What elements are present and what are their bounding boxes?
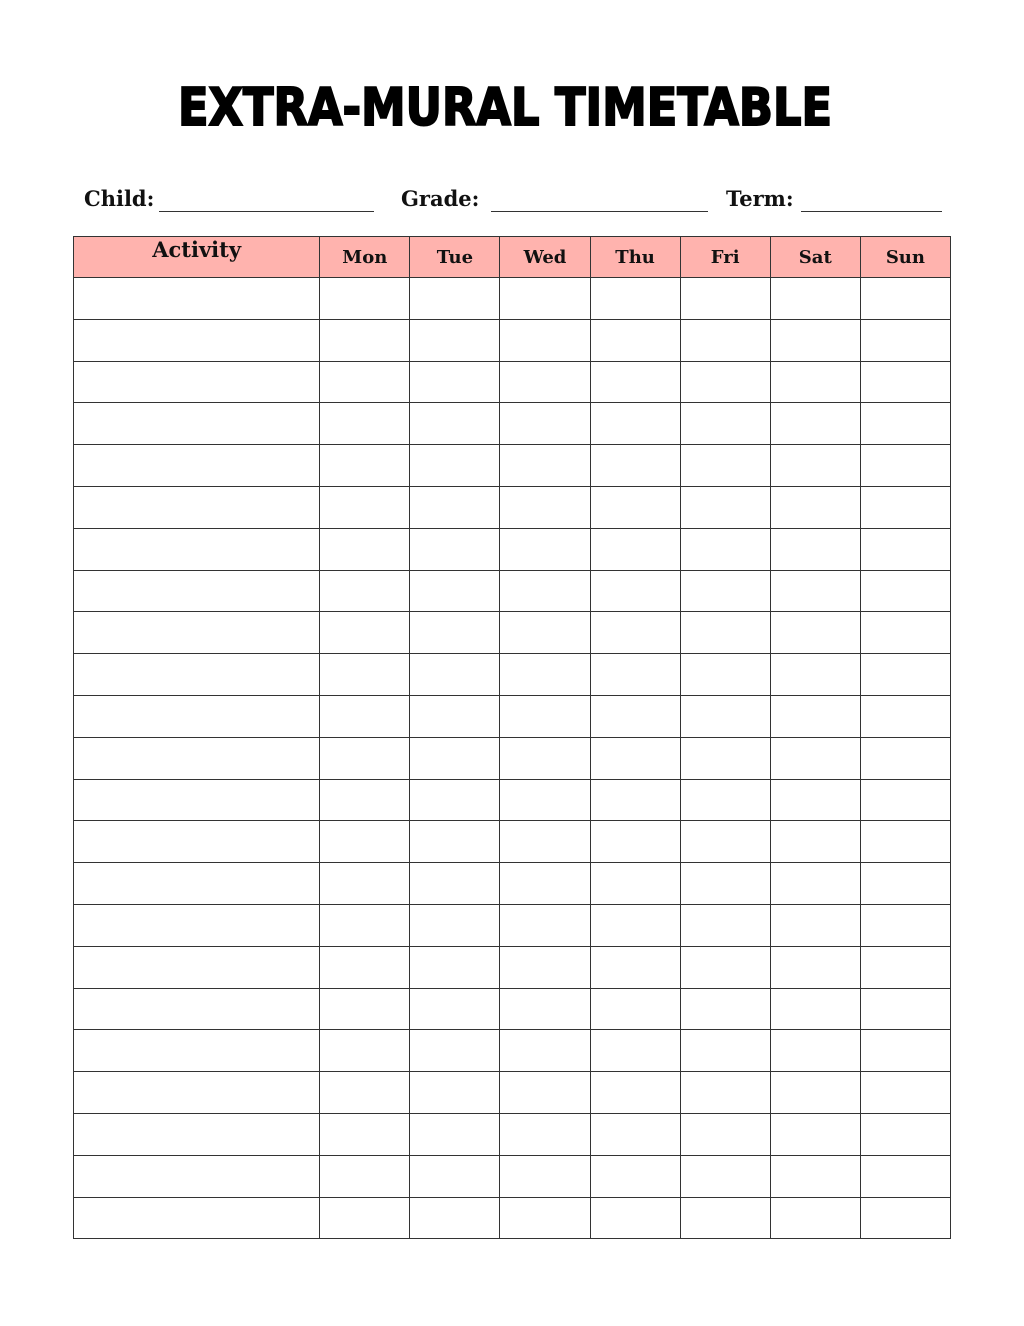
day-cell-tue[interactable] (410, 361, 500, 403)
day-cell-sun[interactable] (860, 486, 950, 528)
day-cell-tue[interactable] (410, 737, 500, 779)
table-row (74, 654, 951, 696)
day-cell-sat[interactable] (770, 863, 860, 905)
day-cell-sat[interactable] (770, 904, 860, 946)
grade-field[interactable] (491, 211, 708, 212)
day-cell-mon[interactable] (320, 737, 410, 779)
day-cell-fri[interactable] (680, 1155, 770, 1197)
activity-cell[interactable] (74, 1030, 320, 1072)
table-row (74, 988, 951, 1030)
day-cell-thu[interactable] (590, 821, 680, 863)
day-cell-wed[interactable] (500, 486, 590, 528)
day-cell-mon[interactable] (320, 570, 410, 612)
day-cell-fri[interactable] (680, 737, 770, 779)
day-cell-sun[interactable] (860, 361, 950, 403)
day-cell-tue[interactable] (410, 1072, 500, 1114)
day-cell-tue[interactable] (410, 1197, 500, 1239)
table-row (74, 1155, 951, 1197)
day-cell-thu[interactable] (590, 319, 680, 361)
table-row (74, 403, 951, 445)
day-cell-thu[interactable] (590, 528, 680, 570)
day-cell-sun[interactable] (860, 445, 950, 487)
day-cell-fri[interactable] (680, 319, 770, 361)
day-cell-fri[interactable] (680, 988, 770, 1030)
activity-cell[interactable] (74, 1113, 320, 1155)
header-fri: Fri (680, 237, 770, 278)
day-cell-wed[interactable] (500, 1072, 590, 1114)
table-row (74, 1030, 951, 1072)
day-cell-wed[interactable] (500, 1197, 590, 1239)
table-row (74, 737, 951, 779)
day-cell-wed[interactable] (500, 361, 590, 403)
term-label: Term: (726, 186, 794, 211)
day-cell-thu[interactable] (590, 1197, 680, 1239)
table-row (74, 695, 951, 737)
day-cell-sat[interactable] (770, 612, 860, 654)
day-cell-fri[interactable] (680, 821, 770, 863)
day-cell-wed[interactable] (500, 695, 590, 737)
day-cell-sat[interactable] (770, 654, 860, 696)
header-wed: Wed (500, 237, 590, 278)
day-cell-fri[interactable] (680, 445, 770, 487)
day-cell-thu[interactable] (590, 988, 680, 1030)
day-cell-sat[interactable] (770, 486, 860, 528)
day-cell-wed[interactable] (500, 821, 590, 863)
day-cell-wed[interactable] (500, 988, 590, 1030)
day-cell-mon[interactable] (320, 361, 410, 403)
day-cell-mon[interactable] (320, 946, 410, 988)
table-row (74, 445, 951, 487)
day-cell-tue[interactable] (410, 445, 500, 487)
table-row (74, 1072, 951, 1114)
table-row (74, 1113, 951, 1155)
day-cell-sun[interactable] (860, 1113, 950, 1155)
table-row (74, 863, 951, 905)
child-field[interactable] (159, 211, 374, 212)
day-cell-tue[interactable] (410, 779, 500, 821)
day-cell-tue[interactable] (410, 946, 500, 988)
timetable-body (74, 278, 951, 1239)
day-cell-sun[interactable] (860, 863, 950, 905)
day-cell-thu[interactable] (590, 779, 680, 821)
day-cell-fri[interactable] (680, 612, 770, 654)
day-cell-fri[interactable] (680, 528, 770, 570)
day-cell-fri[interactable] (680, 695, 770, 737)
activity-cell[interactable] (74, 1197, 320, 1239)
day-cell-thu[interactable] (590, 1113, 680, 1155)
day-cell-mon[interactable] (320, 1155, 410, 1197)
day-cell-wed[interactable] (500, 319, 590, 361)
day-cell-wed[interactable] (500, 403, 590, 445)
day-cell-sun[interactable] (860, 319, 950, 361)
day-cell-sat[interactable] (770, 695, 860, 737)
day-cell-mon[interactable] (320, 863, 410, 905)
day-cell-mon[interactable] (320, 1197, 410, 1239)
day-cell-tue[interactable] (410, 988, 500, 1030)
activity-cell[interactable] (74, 1155, 320, 1197)
day-cell-wed[interactable] (500, 779, 590, 821)
day-cell-tue[interactable] (410, 695, 500, 737)
day-cell-sun[interactable] (860, 654, 950, 696)
day-cell-fri[interactable] (680, 278, 770, 320)
day-cell-fri[interactable] (680, 946, 770, 988)
timetable-grid (73, 236, 951, 1239)
table-row (74, 821, 951, 863)
activity-cell[interactable] (74, 821, 320, 863)
day-cell-sat[interactable] (770, 319, 860, 361)
activity-cell[interactable] (74, 1072, 320, 1114)
day-cell-fri[interactable] (680, 570, 770, 612)
day-cell-sat[interactable] (770, 445, 860, 487)
day-cell-thu[interactable] (590, 946, 680, 988)
activity-cell[interactable] (74, 904, 320, 946)
day-cell-sat[interactable] (770, 570, 860, 612)
activity-cell[interactable] (74, 654, 320, 696)
table-row (74, 486, 951, 528)
day-cell-sat[interactable] (770, 988, 860, 1030)
day-cell-sat[interactable] (770, 1155, 860, 1197)
header-sat: Sat (770, 237, 860, 278)
activity-cell[interactable] (74, 737, 320, 779)
activity-cell[interactable] (74, 278, 320, 320)
day-cell-sun[interactable] (860, 988, 950, 1030)
day-cell-wed[interactable] (500, 904, 590, 946)
day-cell-thu[interactable] (590, 612, 680, 654)
day-cell-tue[interactable] (410, 1113, 500, 1155)
day-cell-tue[interactable] (410, 821, 500, 863)
header-sun: Sun (860, 237, 950, 278)
day-cell-fri[interactable] (680, 1072, 770, 1114)
day-cell-sat[interactable] (770, 779, 860, 821)
day-cell-sun[interactable] (860, 779, 950, 821)
day-cell-fri[interactable] (680, 1030, 770, 1072)
day-cell-fri[interactable] (680, 486, 770, 528)
day-cell-sun[interactable] (860, 278, 950, 320)
day-cell-wed[interactable] (500, 528, 590, 570)
day-cell-thu[interactable] (590, 486, 680, 528)
activity-cell[interactable] (74, 612, 320, 654)
header-activity: Activity (74, 237, 320, 278)
table-row (74, 779, 951, 821)
day-cell-wed[interactable] (500, 570, 590, 612)
table-row (74, 904, 951, 946)
day-cell-mon[interactable] (320, 403, 410, 445)
day-cell-tue[interactable] (410, 863, 500, 905)
day-cell-mon[interactable] (320, 278, 410, 320)
day-cell-tue[interactable] (410, 278, 500, 320)
day-cell-sun[interactable] (860, 528, 950, 570)
table-row (74, 612, 951, 654)
day-cell-mon[interactable] (320, 1030, 410, 1072)
day-cell-sun[interactable] (860, 821, 950, 863)
day-cell-wed[interactable] (500, 654, 590, 696)
day-cell-fri[interactable] (680, 779, 770, 821)
day-cell-sun[interactable] (860, 570, 950, 612)
day-cell-sat[interactable] (770, 1197, 860, 1239)
table-row (74, 319, 951, 361)
day-cell-wed[interactable] (500, 1113, 590, 1155)
table-row (74, 361, 951, 403)
page-title: EXTRA-MURAL TIMETABLE (177, 78, 833, 138)
day-cell-mon[interactable] (320, 612, 410, 654)
day-cell-thu[interactable] (590, 1030, 680, 1072)
day-cell-mon[interactable] (320, 1113, 410, 1155)
day-cell-sat[interactable] (770, 737, 860, 779)
day-cell-tue[interactable] (410, 1030, 500, 1072)
activity-cell[interactable] (74, 946, 320, 988)
day-cell-tue[interactable] (410, 904, 500, 946)
day-cell-tue[interactable] (410, 528, 500, 570)
day-cell-thu[interactable] (590, 278, 680, 320)
day-cell-mon[interactable] (320, 904, 410, 946)
day-cell-fri[interactable] (680, 403, 770, 445)
day-cell-mon[interactable] (320, 988, 410, 1030)
day-cell-wed[interactable] (500, 612, 590, 654)
day-cell-tue[interactable] (410, 612, 500, 654)
term-field[interactable] (801, 211, 942, 212)
activity-cell[interactable] (74, 361, 320, 403)
day-cell-sun[interactable] (860, 403, 950, 445)
day-cell-sat[interactable] (770, 821, 860, 863)
child-label: Child: (84, 186, 155, 211)
day-cell-sun[interactable] (860, 1155, 950, 1197)
day-cell-thu[interactable] (590, 1072, 680, 1114)
day-cell-wed[interactable] (500, 946, 590, 988)
header-thu: Thu (590, 237, 680, 278)
day-cell-sun[interactable] (860, 946, 950, 988)
activity-cell[interactable] (74, 445, 320, 487)
day-cell-wed[interactable] (500, 1030, 590, 1072)
day-cell-mon[interactable] (320, 779, 410, 821)
day-cell-sat[interactable] (770, 361, 860, 403)
day-cell-thu[interactable] (590, 361, 680, 403)
day-cell-sun[interactable] (860, 695, 950, 737)
activity-cell[interactable] (74, 319, 320, 361)
day-cell-thu[interactable] (590, 445, 680, 487)
day-cell-wed[interactable] (500, 863, 590, 905)
day-cell-sun[interactable] (860, 1030, 950, 1072)
day-cell-fri[interactable] (680, 1197, 770, 1239)
day-cell-wed[interactable] (500, 737, 590, 779)
day-cell-sun[interactable] (860, 1072, 950, 1114)
activity-cell[interactable] (74, 570, 320, 612)
day-cell-tue[interactable] (410, 654, 500, 696)
day-cell-fri[interactable] (680, 1113, 770, 1155)
day-cell-wed[interactable] (500, 445, 590, 487)
activity-cell[interactable] (74, 403, 320, 445)
day-cell-mon[interactable] (320, 445, 410, 487)
activity-cell[interactable] (74, 695, 320, 737)
day-cell-sun[interactable] (860, 904, 950, 946)
header-mon: Mon (320, 237, 410, 278)
day-cell-sat[interactable] (770, 403, 860, 445)
day-cell-tue[interactable] (410, 486, 500, 528)
day-cell-mon[interactable] (320, 319, 410, 361)
activity-cell[interactable] (74, 528, 320, 570)
day-cell-wed[interactable] (500, 278, 590, 320)
day-cell-thu[interactable] (590, 403, 680, 445)
day-cell-thu[interactable] (590, 737, 680, 779)
activity-cell[interactable] (74, 779, 320, 821)
day-cell-mon[interactable] (320, 654, 410, 696)
day-cell-tue[interactable] (410, 403, 500, 445)
day-cell-mon[interactable] (320, 528, 410, 570)
day-cell-sat[interactable] (770, 1072, 860, 1114)
day-cell-fri[interactable] (680, 904, 770, 946)
activity-cell[interactable] (74, 988, 320, 1030)
day-cell-thu[interactable] (590, 654, 680, 696)
header-tue: Tue (410, 237, 500, 278)
day-cell-tue[interactable] (410, 570, 500, 612)
day-cell-tue[interactable] (410, 1155, 500, 1197)
day-cell-fri[interactable] (680, 863, 770, 905)
day-cell-sat[interactable] (770, 1113, 860, 1155)
table-row (74, 946, 951, 988)
table-row (74, 1197, 951, 1239)
day-cell-mon[interactable] (320, 695, 410, 737)
day-cell-thu[interactable] (590, 863, 680, 905)
day-cell-sat[interactable] (770, 1030, 860, 1072)
day-cell-thu[interactable] (590, 904, 680, 946)
grade-label: Grade: (401, 186, 480, 211)
day-cell-thu[interactable] (590, 570, 680, 612)
day-cell-sat[interactable] (770, 278, 860, 320)
day-cell-sun[interactable] (860, 1197, 950, 1239)
day-cell-mon[interactable] (320, 486, 410, 528)
activity-cell[interactable] (74, 863, 320, 905)
day-cell-fri[interactable] (680, 361, 770, 403)
day-cell-thu[interactable] (590, 695, 680, 737)
activity-cell[interactable] (74, 486, 320, 528)
day-cell-sun[interactable] (860, 612, 950, 654)
table-row (74, 278, 951, 320)
day-cell-sat[interactable] (770, 528, 860, 570)
header-row (74, 237, 951, 278)
day-cell-fri[interactable] (680, 654, 770, 696)
day-cell-mon[interactable] (320, 1072, 410, 1114)
table-row (74, 528, 951, 570)
day-cell-sun[interactable] (860, 737, 950, 779)
day-cell-thu[interactable] (590, 1155, 680, 1197)
info-fields (0, 186, 1024, 216)
day-cell-sat[interactable] (770, 946, 860, 988)
day-cell-mon[interactable] (320, 821, 410, 863)
day-cell-wed[interactable] (500, 1155, 590, 1197)
table-row (74, 570, 951, 612)
day-cell-tue[interactable] (410, 319, 500, 361)
